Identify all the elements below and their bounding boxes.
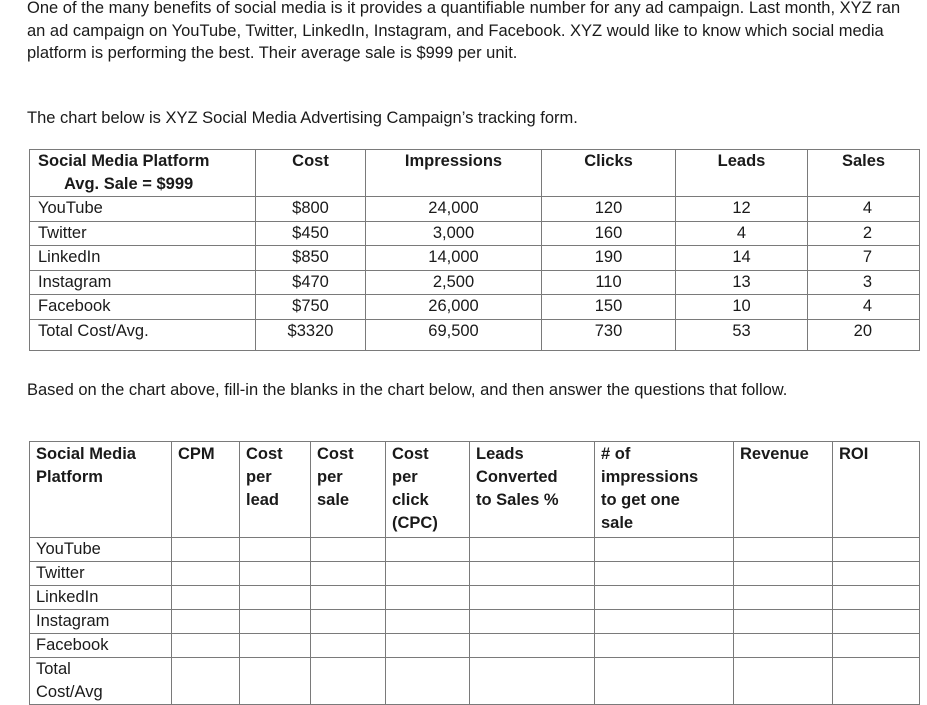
blank-cell[interactable]: [240, 538, 311, 562]
blank-cell[interactable]: [240, 658, 311, 705]
blank-cell[interactable]: [470, 538, 595, 562]
blank-cell[interactable]: [311, 634, 386, 658]
table-row: Twitter $450 3,000 160 4 2: [30, 221, 920, 246]
fill-in-platform-cell: Total Cost/Avg: [30, 658, 172, 705]
blank-cell[interactable]: [311, 610, 386, 634]
fill-in-platform-cell: Instagram: [30, 610, 172, 634]
blank-cell[interactable]: [595, 658, 734, 705]
blank-cell[interactable]: [172, 562, 240, 586]
table-row: Instagram $470 2,500 110 13 3: [30, 270, 920, 295]
fill-in-table: [29, 441, 920, 705]
table-row: YouTube $800 24,000 120 12 4: [30, 197, 920, 222]
blank-cell[interactable]: [386, 634, 470, 658]
fill-in-header-0: Social Media Platform: [30, 442, 172, 538]
blank-cell[interactable]: [833, 658, 920, 705]
blank-cell[interactable]: [734, 586, 833, 610]
table-row: Facebook $750 26,000 150 10 4: [30, 295, 920, 320]
fill-in-header-8: ROI: [833, 442, 920, 538]
blank-cell[interactable]: [240, 586, 311, 610]
blank-cell[interactable]: [240, 562, 311, 586]
blank-cell[interactable]: [172, 610, 240, 634]
blank-cell[interactable]: [386, 658, 470, 705]
fill-in-header-1: CPM: [172, 442, 240, 538]
fill-in-platform-cell: YouTube: [30, 538, 172, 562]
blank-cell[interactable]: [734, 634, 833, 658]
blank-cell[interactable]: [240, 610, 311, 634]
blank-cell[interactable]: [386, 610, 470, 634]
instructions-paragraph: Based on the chart above, fill-in the blanks in the chart below, and then answer the questions that follow.: [27, 381, 788, 399]
blank-cell[interactable]: [311, 538, 386, 562]
blank-cell[interactable]: [172, 538, 240, 562]
table-row: [30, 538, 920, 562]
blank-cell[interactable]: [311, 586, 386, 610]
table-header-row: [30, 150, 920, 197]
table-row: [30, 562, 920, 586]
blank-cell[interactable]: [595, 538, 734, 562]
intro-paragraph: One of the many benefits of social media is it provides a quantifiable number for any ad campaign. Last month, XYZ ran an ad campaign on YouTube, Twitter, LinkedIn, Instagram, and Facebook. XYZ would like to know which social media platform is performing the best. Their average sale is $999 per unit.: [27, 0, 901, 62]
fill-in-header-2: Cost per lead: [240, 442, 311, 538]
blank-cell[interactable]: [470, 658, 595, 705]
blank-cell[interactable]: [386, 538, 470, 562]
blank-cell[interactable]: [386, 562, 470, 586]
blank-cell[interactable]: [833, 586, 920, 610]
blank-cell[interactable]: [470, 586, 595, 610]
fill-in-header-4: Cost per click (CPC): [386, 442, 470, 538]
blank-cell[interactable]: [833, 562, 920, 586]
header-cost: Cost: [256, 150, 366, 197]
blank-cell[interactable]: [311, 658, 386, 705]
fill-in-platform-cell: Facebook: [30, 634, 172, 658]
header-sales: Sales: [808, 150, 920, 197]
header-clicks: Clicks: [542, 150, 676, 197]
blank-cell[interactable]: [172, 658, 240, 705]
table-row: LinkedIn $850 14,000 190 14 7: [30, 246, 920, 271]
blank-cell[interactable]: [833, 538, 920, 562]
fill-in-platform-cell: LinkedIn: [30, 586, 172, 610]
table-row: [30, 586, 920, 610]
blank-cell[interactable]: [833, 634, 920, 658]
blank-cell[interactable]: [595, 586, 734, 610]
blank-cell[interactable]: [172, 634, 240, 658]
blank-cell[interactable]: [833, 610, 920, 634]
fill-in-header-5: Leads Converted to Sales %: [470, 442, 595, 538]
blank-cell[interactable]: [470, 610, 595, 634]
fill-in-platform-cell: Twitter: [30, 562, 172, 586]
chart-intro-paragraph: The chart below is XYZ Social Media Advertising Campaign’s tracking form.: [27, 109, 578, 127]
blank-cell[interactable]: [595, 562, 734, 586]
blank-cell[interactable]: [172, 586, 240, 610]
tracking-form-table: [29, 149, 920, 351]
blank-cell[interactable]: [595, 610, 734, 634]
fill-in-header-row: [30, 442, 920, 538]
header-impressions: Impressions: [366, 150, 542, 197]
header-leads: Leads: [676, 150, 808, 197]
table-row: [30, 658, 920, 705]
blank-cell[interactable]: [734, 538, 833, 562]
blank-cell[interactable]: [386, 586, 470, 610]
fill-in-header-7: Revenue: [734, 442, 833, 538]
table-row: [30, 634, 920, 658]
fill-in-header-3: Cost per sale: [311, 442, 386, 538]
blank-cell[interactable]: [240, 634, 311, 658]
header-platform: Social Media Platform Avg. Sale = $999: [30, 150, 256, 197]
blank-cell[interactable]: [470, 634, 595, 658]
fill-in-header-6: # of impressions to get one sale: [595, 442, 734, 538]
table-total-row: Total Cost/Avg. $3320 69,500 730 53 20: [30, 319, 920, 350]
blank-cell[interactable]: [470, 562, 595, 586]
blank-cell[interactable]: [734, 658, 833, 705]
blank-cell[interactable]: [595, 634, 734, 658]
table-row: [30, 610, 920, 634]
blank-cell[interactable]: [734, 610, 833, 634]
blank-cell[interactable]: [734, 562, 833, 586]
blank-cell[interactable]: [311, 562, 386, 586]
